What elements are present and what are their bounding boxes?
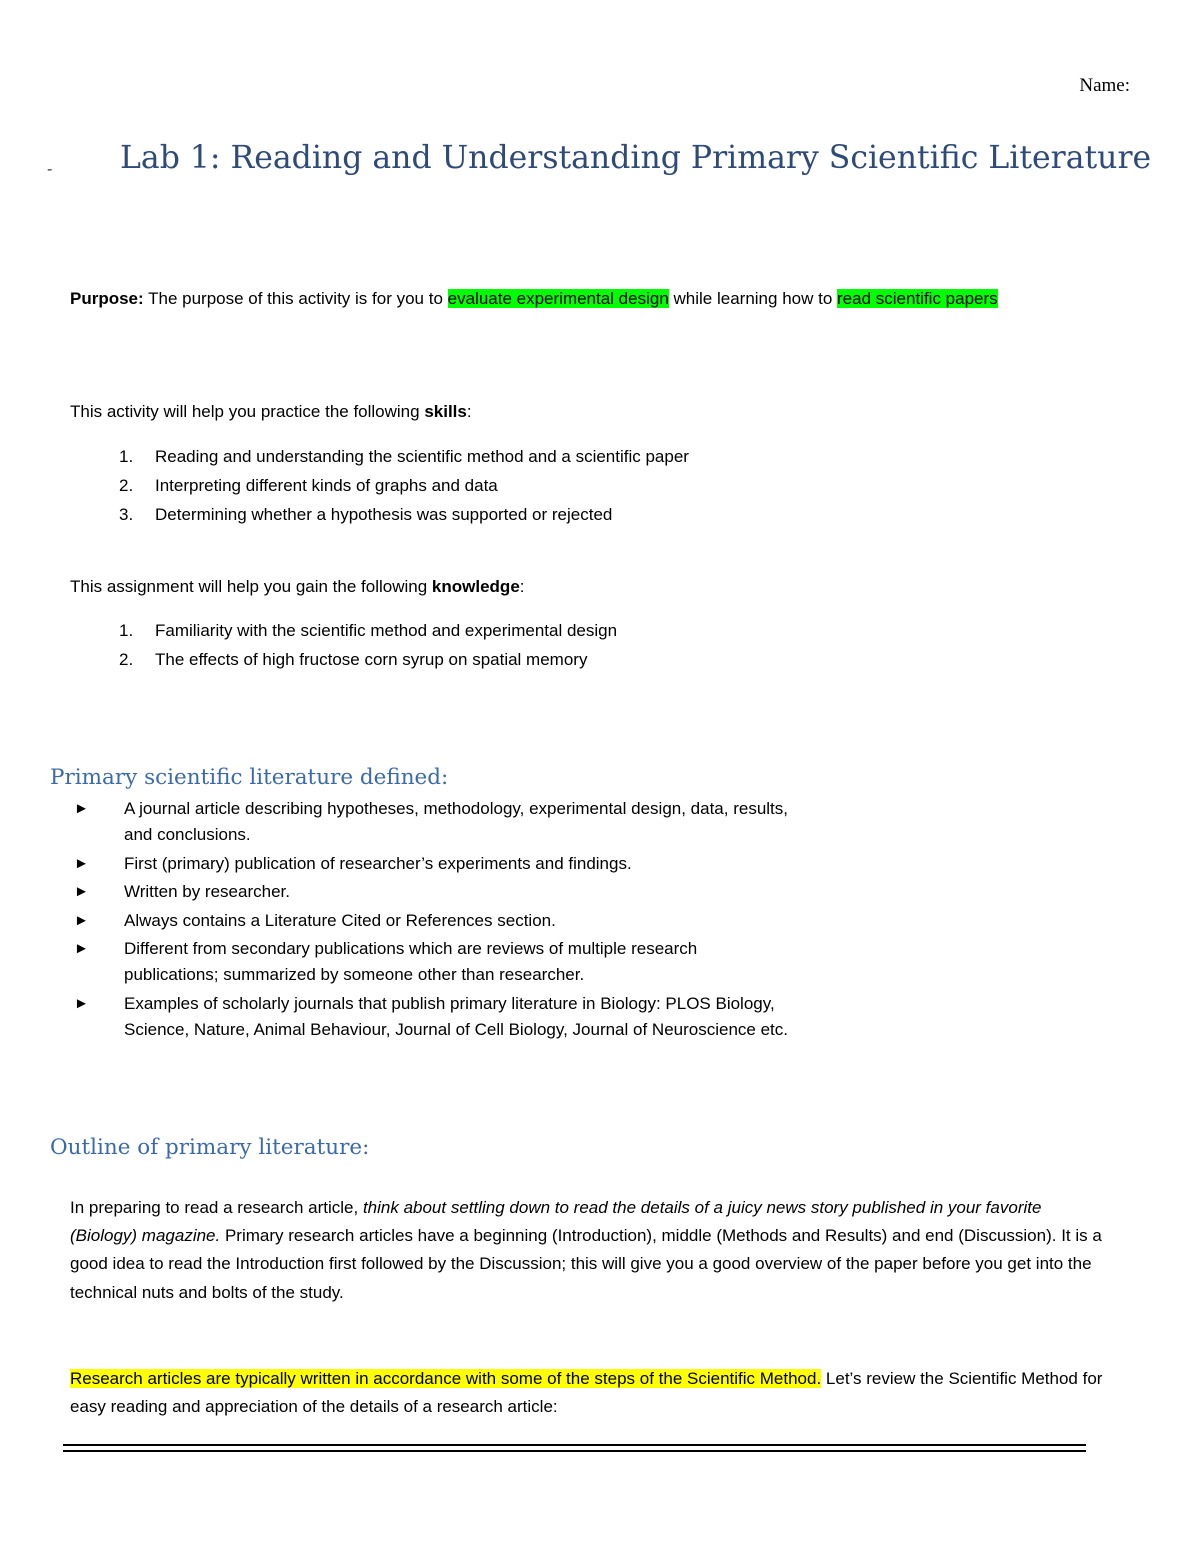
section-heading-outline: Outline of primary literature: [50, 1135, 370, 1160]
list-number: 1. [119, 621, 134, 640]
triangle-bullet-icon: ► [74, 911, 89, 929]
double-rule-bottom [63, 1450, 1086, 1452]
purpose-text-1: The purpose of this activity is for you to [143, 289, 448, 308]
title-dash: - [47, 161, 53, 178]
purpose-label: Purpose: [70, 289, 144, 308]
list-item [72, 936, 792, 988]
triangle-bullet-icon: ► [74, 854, 89, 872]
list-number: 2. [119, 650, 134, 670]
skills-intro-text: This activity will help you practice the following [70, 402, 425, 421]
skills-intro-bold: skills [424, 402, 467, 421]
outline-text-a: In preparing to read a research article, [70, 1198, 363, 1217]
outline-text-b: Primary research articles have a beginning (Introduction), middle (Methods and Results) and end (Discussion). It is a good idea to read the Introduction first followed by the Discussion; this will give you a good overview of the paper before you get into the technical nuts and bolts of the study. [70, 1226, 1102, 1302]
list-item-text: Different from secondary publications which are reviews of multiple research publications; summarized by someone other than researcher. [124, 939, 698, 985]
name-label: Name: [1079, 75, 1130, 96]
purpose-paragraph [70, 284, 1130, 313]
list-item-text: Reading and understanding the scientific method and a scientific paper [155, 447, 689, 466]
list-item-text: A journal article describing hypotheses, methodology, experimental design, data, results, and conclusions. [124, 799, 789, 844]
triangle-bullet-icon: ► [74, 940, 89, 958]
list-number: 2. [119, 476, 134, 496]
list-item [72, 879, 792, 905]
knowledge-list [115, 620, 617, 678]
double-rule-top [63, 1444, 1086, 1446]
list-item [115, 446, 689, 475]
list-item-text: First (primary) publication of researcher’s experiments and findings. [124, 853, 632, 873]
list-number: 3. [119, 505, 134, 525]
scientific-method-text: Let’s review the Scientific Method for easy reading and appreciation of the details of a research article: [70, 1369, 1103, 1417]
knowledge-intro [70, 576, 525, 598]
section-heading-defined: Primary scientific literature defined: [50, 765, 449, 790]
highlight-read-papers: read scientific papers [837, 289, 998, 308]
highlight-scientific-method: Research articles are typically written in accordance with some of the steps of the Scientific Method. [70, 1369, 822, 1388]
outline-italic-text: think about settling down to read the details of a juicy news story published in your favorite (Biology) magazine. [70, 1198, 1042, 1246]
list-item [115, 504, 689, 533]
purpose-text-2: while learning how to [668, 289, 838, 308]
list-item [115, 475, 689, 504]
knowledge-intro-bold: knowledge [431, 577, 520, 596]
skills-intro-colon: : [466, 402, 472, 421]
list-item-text: Examples of scholarly journals that publish primary literature in Biology: PLOS Biology, Science, Nature, Animal Behaviour, Journal of Cell Biology, Journal of Neuroscience etc. [124, 993, 788, 1039]
list-item-text: Determining whether a hypothesis was supported or rejected [155, 505, 613, 525]
list-item-text: Familiarity with the scientific method and experimental design [155, 621, 618, 640]
knowledge-intro-colon: : [519, 577, 525, 596]
knowledge-intro-text: This assignment will help you gain the following [70, 577, 432, 596]
list-number: 1. [119, 447, 134, 466]
skills-intro [70, 401, 472, 423]
defined-list [72, 796, 792, 1046]
list-item [72, 991, 792, 1043]
list-item [72, 908, 792, 934]
scientific-method-paragraph [70, 1365, 1130, 1421]
outline-paragraph [70, 1194, 1110, 1307]
list-item [115, 620, 617, 649]
list-item-text: Interpreting different kinds of graphs and data [155, 476, 498, 496]
list-item [72, 796, 792, 848]
skills-list [115, 446, 689, 534]
list-item-text: Written by researcher. [124, 882, 290, 902]
triangle-bullet-icon: ► [74, 883, 89, 901]
list-item-text: The effects of high fructose corn syrup on spatial memory [155, 650, 588, 670]
highlight-evaluate-design: evaluate experimental design [447, 289, 669, 308]
triangle-bullet-icon: ► [74, 994, 89, 1012]
list-item-text: Always contains a Literature Cited or References section. [124, 910, 556, 930]
list-item [72, 851, 792, 877]
list-item [115, 649, 617, 678]
triangle-bullet-icon: ► [74, 800, 89, 817]
page-title: Lab 1: Reading and Understanding Primary Scientific Literature [120, 140, 1152, 176]
